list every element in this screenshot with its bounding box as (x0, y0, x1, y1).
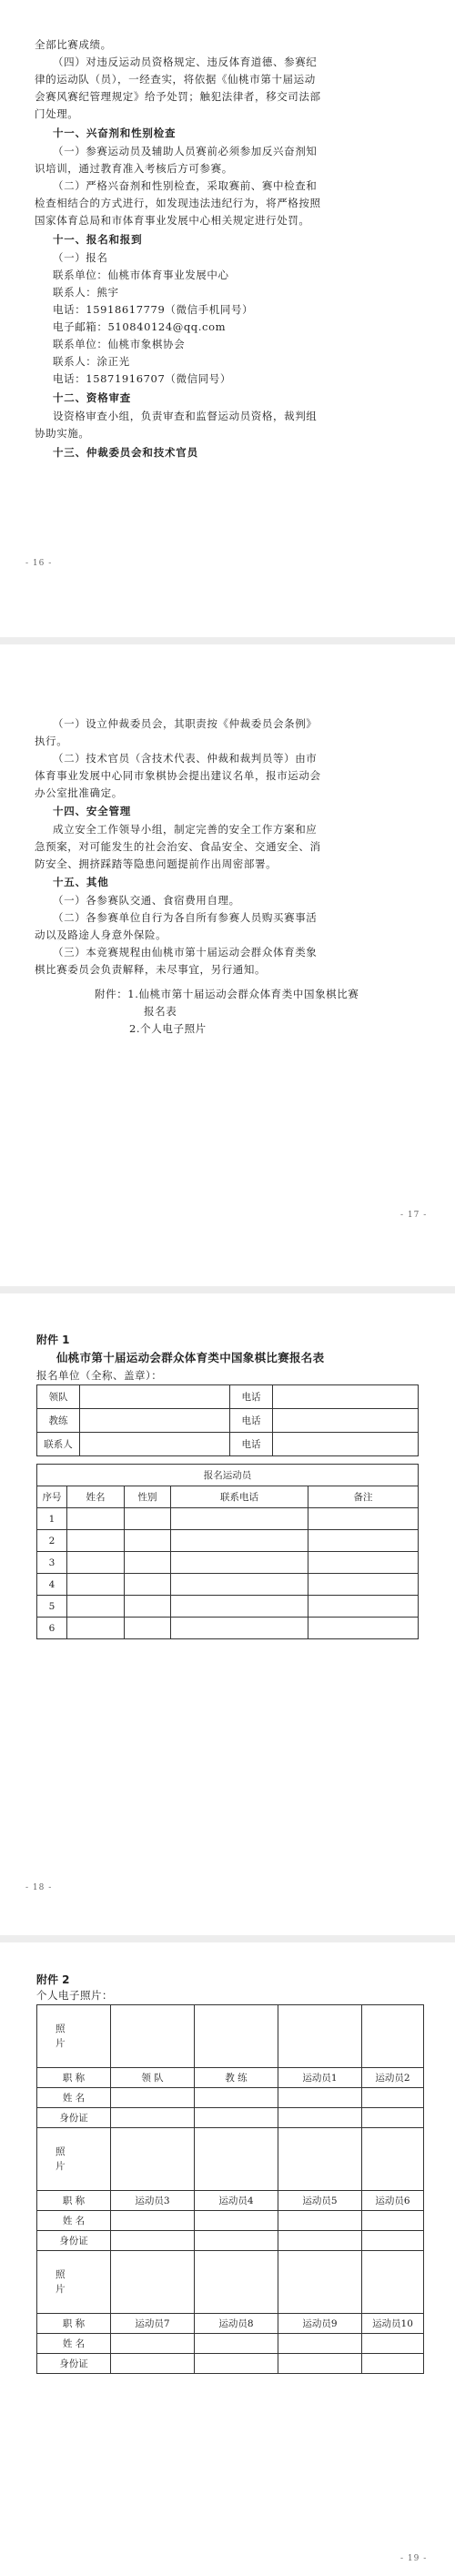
photo-slot[interactable] (195, 2128, 278, 2191)
name-row (37, 2211, 424, 2231)
role-cell: 领 队 (111, 2068, 195, 2088)
role-cell: 运动员7 (111, 2314, 195, 2334)
input-cell[interactable] (362, 2211, 424, 2231)
input-cell[interactable] (362, 2108, 424, 2128)
role-row (37, 2068, 424, 2088)
photo-table (36, 2004, 424, 2374)
table-row (37, 1618, 419, 1639)
row-number: 1 (37, 1508, 67, 1530)
page-17 (0, 644, 455, 1286)
input-cell[interactable] (111, 2231, 195, 2251)
text-line: 设资格审查小组，负责审查和监督运动员资格，裁判组 (53, 410, 318, 422)
row-number: 4 (37, 1574, 67, 1596)
text-line: 体育事业发展中心同市象棋协会提出建议名单，报市运动会 (35, 769, 321, 782)
text-line: （一）参赛运动员及辅助人员赛前必须参加反兴奋剂知 (53, 145, 318, 157)
role-cell: 运动员4 (195, 2191, 278, 2211)
input-cell[interactable] (111, 2354, 195, 2374)
text-line: （一）各参赛队交通、食宿费用自理。 (53, 894, 240, 907)
table-row (37, 1552, 419, 1574)
page-16 (0, 0, 455, 637)
photo-slot[interactable] (278, 2128, 362, 2191)
table-row (37, 1574, 419, 1596)
input-cell[interactable] (80, 1409, 230, 1433)
attachment-line: 附件：1.仙桃市第十届运动会群众体育类中国象棋比赛 (95, 988, 359, 1000)
photo-slot[interactable] (111, 2251, 195, 2314)
row-number: 5 (37, 1596, 67, 1618)
role-cell: 运动员10 (362, 2314, 424, 2334)
page-number: - 18 - (25, 1883, 53, 1892)
photo-label: 照 片 (37, 2005, 111, 2068)
section-heading: 十二、资格审查 (53, 391, 132, 404)
input-cell[interactable] (171, 1618, 308, 1639)
row-number: 2 (37, 1530, 67, 1552)
row-label: 教练 (37, 1409, 80, 1433)
text-line: 联系人：熊宇 (53, 286, 119, 299)
photo-slot[interactable] (111, 2005, 195, 2068)
athlete-table (36, 1464, 419, 1639)
role-cell: 运动员5 (278, 2191, 362, 2211)
section-title: 报名运动员 (37, 1465, 419, 1486)
column-header: 姓名 (67, 1486, 125, 1508)
row-label: 职 称 (37, 2068, 111, 2088)
input-cell[interactable] (195, 2108, 278, 2128)
name-row (37, 2334, 424, 2354)
role-row (37, 2314, 424, 2334)
attachment-line: 2.个人电子照片 (129, 1022, 207, 1035)
text-line: （一）设立仲裁委员会，其职责按《仲裁委员会条例》 (53, 717, 318, 730)
text-line: 联系人：涂正光 (53, 355, 130, 368)
table-row (37, 1508, 419, 1530)
photo-label: 照 片 (37, 2128, 111, 2191)
input-cell[interactable] (111, 2108, 195, 2128)
input-cell[interactable] (278, 2108, 362, 2128)
role-row (37, 2191, 424, 2211)
text-line: 动以及路途人身意外保险。 (35, 928, 167, 941)
input-cell[interactable] (308, 1530, 419, 1552)
text-line: （一）报名 (53, 251, 108, 264)
row-label: 姓 名 (37, 2334, 111, 2354)
row-label: 姓 名 (37, 2088, 111, 2108)
attachment-line: 报名表 (144, 1005, 177, 1018)
photo-slot[interactable] (362, 2005, 424, 2068)
photo-slot[interactable] (362, 2128, 424, 2191)
text-line: 电子邮箱：510840124@qq.com (53, 320, 227, 333)
input-cell[interactable] (308, 1552, 419, 1574)
photo-slot[interactable] (111, 2128, 195, 2191)
text-line: 联系单位：仙桃市象棋协会 (53, 338, 186, 350)
text-line: （二）严格兴奋剂和性别检查，采取赛前、赛中检查和 (53, 179, 318, 192)
input-cell[interactable] (125, 1618, 171, 1639)
phone-label: 电话 (230, 1433, 273, 1456)
input-cell[interactable] (195, 2088, 278, 2108)
input-cell[interactable] (171, 1530, 308, 1552)
input-cell[interactable] (195, 2211, 278, 2231)
name-row (37, 2088, 424, 2108)
row-label: 联系人 (37, 1433, 80, 1456)
role-cell: 运动员1 (278, 2068, 362, 2088)
photo-slot[interactable] (195, 2005, 278, 2068)
photos-label: 个人电子照片： (36, 1989, 113, 2002)
row-label: 姓 名 (37, 2211, 111, 2231)
row-label: 职 称 (37, 2314, 111, 2334)
text-line: 防安全、拥挤踩踏等隐患问题提前作出周密部署。 (35, 857, 278, 870)
section-heading: 十一、兴奋剂和性别检查 (53, 127, 177, 139)
input-cell[interactable] (125, 1530, 171, 1552)
id-row (37, 2231, 424, 2251)
text-line: 办公室批准确定。 (35, 786, 123, 799)
input-cell[interactable] (362, 2088, 424, 2108)
input-cell[interactable] (278, 2088, 362, 2108)
input-cell[interactable] (278, 2211, 362, 2231)
row-number: 6 (37, 1618, 67, 1639)
input-cell[interactable] (80, 1385, 230, 1409)
photo-label: 照 片 (37, 2251, 111, 2314)
text-line: 成立安全工作领导小组，制定完善的安全工作方案和应 (53, 823, 318, 836)
text-line: 电话：15918617779（微信手机同号） (53, 303, 254, 316)
text-line: 检查相结合的方式进行，如发现违法违纪行为，将严格按照 (35, 197, 321, 209)
input-cell[interactable] (362, 2354, 424, 2374)
input-cell[interactable] (125, 1508, 171, 1530)
phone-label: 电话 (230, 1385, 273, 1409)
row-label: 领队 (37, 1385, 80, 1409)
input-cell[interactable] (111, 2088, 195, 2108)
input-cell[interactable] (171, 1552, 308, 1574)
input-cell[interactable] (308, 1574, 419, 1596)
text-line: 会赛风赛纪管理规定》给予处罚；触犯法律者，移交司法部 (35, 90, 321, 103)
page-18 (0, 1293, 455, 1935)
input-cell[interactable] (125, 1596, 171, 1618)
role-cell: 运动员6 (362, 2191, 424, 2211)
section-heading: 十三、仲裁委员会和技术官员 (53, 446, 198, 459)
input-cell[interactable] (362, 2334, 424, 2354)
text-line: 电话：15871916707（微信同号） (53, 372, 231, 385)
input-cell[interactable] (278, 2231, 362, 2251)
text-line: 全部比赛成绩。 (35, 38, 112, 51)
input-cell[interactable] (308, 1596, 419, 1618)
input-cell[interactable] (278, 2334, 362, 2354)
input-cell[interactable] (273, 1409, 419, 1433)
text-line: 国家体育总局和市体育事业发展中心相关规定进行处罚。 (35, 214, 310, 227)
input-cell[interactable] (67, 1574, 125, 1596)
phone-label: 电话 (230, 1409, 273, 1433)
page-number: - 17 - (400, 1211, 428, 1220)
input-cell[interactable] (273, 1433, 419, 1456)
input-cell[interactable] (308, 1508, 419, 1530)
input-cell[interactable] (67, 1530, 125, 1552)
column-header: 备注 (308, 1486, 419, 1508)
input-cell[interactable] (362, 2231, 424, 2251)
input-cell[interactable] (171, 1574, 308, 1596)
photo-slot[interactable] (362, 2251, 424, 2314)
text-line: 律的运动队（员），一经查实，将依据《仙桃市第十届运动 (35, 73, 316, 86)
row-number: 3 (37, 1552, 67, 1574)
section-heading: 十四、安全管理 (53, 805, 132, 817)
section-heading: 十五、其他 (53, 876, 109, 888)
id-row (37, 2108, 424, 2128)
row-label: 身份证 (37, 2108, 111, 2128)
photo-row (37, 2005, 424, 2068)
text-line: （二）各参赛单位自行为各自所有参赛人员购买赛事活 (53, 911, 318, 924)
text-line: 急预案，对可能发生的社会治安、食品安全、交通安全、消 (35, 840, 321, 853)
input-cell[interactable] (273, 1385, 419, 1409)
role-cell: 教 练 (195, 2068, 278, 2088)
row-label: 职 称 (37, 2191, 111, 2211)
role-cell: 运动员3 (111, 2191, 195, 2211)
attachment-label: 附件 1 (36, 1334, 70, 1346)
photo-slot[interactable] (278, 2251, 362, 2314)
photo-row (37, 2251, 424, 2314)
role-cell: 运动员8 (195, 2314, 278, 2334)
row-label: 身份证 (37, 2354, 111, 2374)
input-cell[interactable] (171, 1508, 308, 1530)
contact-table (36, 1384, 419, 1456)
input-cell[interactable] (111, 2211, 195, 2231)
section-heading: 十一、报名和报到 (53, 233, 143, 246)
page-number: - 16 - (25, 559, 53, 568)
row-label: 身份证 (37, 2231, 111, 2251)
input-cell[interactable] (125, 1574, 171, 1596)
photo-slot[interactable] (278, 2005, 362, 2068)
text-line: 识培训，通过教育准入考核后方可参赛。 (35, 162, 233, 175)
text-line: （四）对违反运动员资格规定、违反体育道德、参赛纪 (53, 56, 318, 68)
text-line: 联系单位：仙桃市体育事业发展中心 (53, 269, 229, 281)
input-cell[interactable] (195, 2231, 278, 2251)
input-cell[interactable] (278, 2354, 362, 2374)
input-cell[interactable] (195, 2354, 278, 2374)
text-line: （二）技术官员（含技术代表、仲裁和裁判员等）由市 (53, 752, 318, 765)
input-cell[interactable] (67, 1596, 125, 1618)
input-cell[interactable] (67, 1552, 125, 1574)
role-cell: 运动员9 (278, 2314, 362, 2334)
table-row (37, 1530, 419, 1552)
text-line: 门处理。 (35, 107, 79, 120)
role-cell: 运动员2 (362, 2068, 424, 2088)
page-19 (0, 1942, 455, 2576)
text-line: 执行。 (35, 735, 68, 747)
photo-row (37, 2128, 424, 2191)
text-line: （三）本竞赛规程由仙桃市第十届运动会群众体育类象 (53, 946, 318, 958)
input-cell[interactable] (67, 1618, 125, 1639)
id-row (37, 2354, 424, 2374)
input-cell[interactable] (195, 2334, 278, 2354)
table-row (37, 1596, 419, 1618)
input-cell[interactable] (171, 1596, 308, 1618)
text-line: 协助实施。 (35, 427, 90, 440)
input-cell[interactable] (308, 1618, 419, 1639)
page-number: - 19 - (400, 2554, 428, 2563)
text-line: 棋比赛委员会负责解释，未尽事宜，另行通知。 (35, 963, 267, 976)
input-cell[interactable] (125, 1552, 171, 1574)
input-cell[interactable] (67, 1508, 125, 1530)
photo-slot[interactable] (195, 2251, 278, 2314)
attachment-label: 附件 2 (36, 1973, 70, 1986)
column-header: 联系电话 (171, 1486, 308, 1508)
input-cell[interactable] (111, 2334, 195, 2354)
column-header: 性别 (125, 1486, 171, 1508)
form-title: 仙桃市第十届运动会群众体育类中国象棋比赛报名表 (56, 1351, 325, 1364)
input-cell[interactable] (80, 1433, 230, 1456)
column-header: 序号 (37, 1486, 67, 1508)
unit-field-label: 报名单位（全称、盖章）： (36, 1369, 163, 1382)
